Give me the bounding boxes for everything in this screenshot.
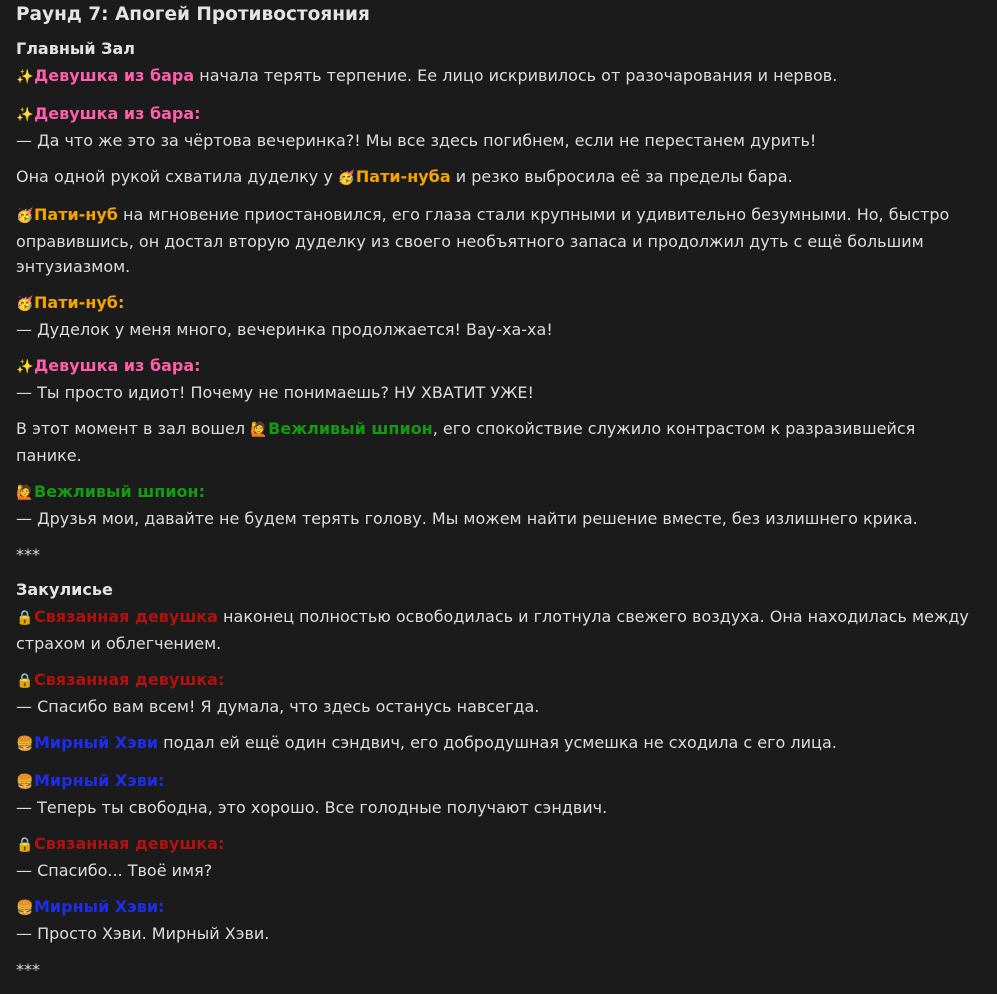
section-heading: Главный Зал: [16, 39, 136, 58]
party-face-icon: 🥳: [16, 208, 34, 224]
dialogue-block: [16, 768, 981, 820]
narration-paragraph: [16, 730, 981, 757]
dialogue-block: [16, 290, 981, 342]
lock-icon: 🔒: [16, 673, 34, 689]
character-name: Связанная девушка:: [34, 670, 225, 689]
burger-icon: 🍔: [16, 900, 34, 916]
character-name: Связанная девушка: [34, 607, 218, 626]
narration-text: подал ей ещё один сэндвич, его добродушная усмешка не сходила с его лица.: [158, 733, 837, 752]
narration-text: Она одной рукой схватила дуделку у: [16, 167, 338, 186]
narration-text: , его спокойствие служило контрастом к разразившейся панике.: [16, 419, 916, 465]
dialogue-line: — Ты просто идиот! Почему не понимаешь? НУ ХВАТИТ УЖЕ!: [16, 383, 534, 402]
narration-paragraph: [16, 63, 981, 90]
dialogue-line: — Спасибо вам всем! Я думала, что здесь останусь навсегда.: [16, 697, 540, 716]
character-name: Девушка из бара:: [34, 356, 201, 375]
narration-paragraph: [16, 416, 981, 468]
section-separator: ***: [16, 545, 40, 564]
dialogue-line: — Дуделок у меня много, вечеринка продолжается! Вау-ха-ха!: [16, 320, 553, 339]
character-name: Девушка из бара:: [34, 104, 201, 123]
narration-text: наконец полностью освободилась и глотнула свежего воздуха. Она находилась между страхом и облегчением.: [16, 607, 969, 653]
dialogue-line: — Да что же это за чёртова вечеринка?! Мы все здесь погибнем, если не перестанем дурить!: [16, 131, 817, 150]
raising-hand-icon: 🙋: [250, 422, 268, 438]
dialogue-block: [16, 479, 981, 531]
dialogue-line: — Просто Хэви. Мирный Хэви.: [16, 924, 270, 943]
character-name: Девушка из бара: [34, 66, 195, 85]
sparkles-icon: ✨: [16, 359, 34, 375]
burger-icon: 🍔: [16, 736, 34, 752]
character-name: Вежливый шпион: [268, 419, 433, 438]
lock-icon: 🔒: [16, 837, 34, 853]
dialogue-block: [16, 894, 981, 946]
section-heading: Закулисье: [16, 580, 113, 599]
dialogue-block: [16, 667, 981, 719]
party-face-icon: 🥳: [16, 296, 34, 312]
narration-text: начала терять терпение. Ее лицо искривилось от разочарования и нервов.: [194, 66, 838, 85]
character-name: Вежливый шпион:: [34, 482, 205, 501]
section-separator: ***: [16, 960, 40, 979]
dialogue-block: [16, 353, 981, 405]
character-name: Пати-нуб:: [34, 293, 125, 312]
narration-text: В этот момент в зал вошел: [16, 419, 251, 438]
narration-paragraph: [16, 202, 981, 279]
dialogue-block: [16, 831, 981, 883]
party-face-icon: 🥳: [337, 170, 356, 186]
dialogue-block: [16, 101, 981, 153]
lock-icon: 🔒: [16, 610, 34, 626]
narration-paragraph: [16, 164, 981, 191]
sparkles-icon: ✨: [16, 69, 34, 85]
narration-text: и резко выбросила её за пределы бара.: [450, 167, 793, 186]
page-title: Раунд 7: Апогей Противостояния: [16, 4, 370, 25]
character-name: Пати-нуб: [34, 205, 118, 224]
character-name: Связанная девушка:: [34, 834, 225, 853]
character-name: Мирный Хэви:: [34, 771, 165, 790]
character-name: Мирный Хэви: [34, 733, 159, 752]
narration-text: на мгновение приостановился, его глаза стали крупными и удивительно безумными. Но, быстро оправившись, он достал вторую дуделку из своего необъятного запаса и продолжил дуть с ещё большим энтузиазмом.: [16, 205, 950, 276]
sparkles-icon: ✨: [16, 107, 34, 123]
raising-hand-icon: 🙋: [16, 485, 34, 501]
narration-paragraph: [16, 604, 981, 656]
story-content: [16, 38, 981, 982]
character-name: Мирный Хэви:: [34, 897, 165, 916]
dialogue-line: — Спасибо... Твоё имя?: [16, 861, 213, 880]
burger-icon: 🍔: [16, 774, 34, 790]
dialogue-line: — Друзья мои, давайте не будем терять голову. Мы можем найти решение вместе, без излишнего крика.: [16, 509, 918, 528]
character-name: Пати-нуба: [355, 167, 451, 186]
dialogue-line: — Теперь ты свободна, это хорошо. Все голодные получают сэндвич.: [16, 798, 608, 817]
